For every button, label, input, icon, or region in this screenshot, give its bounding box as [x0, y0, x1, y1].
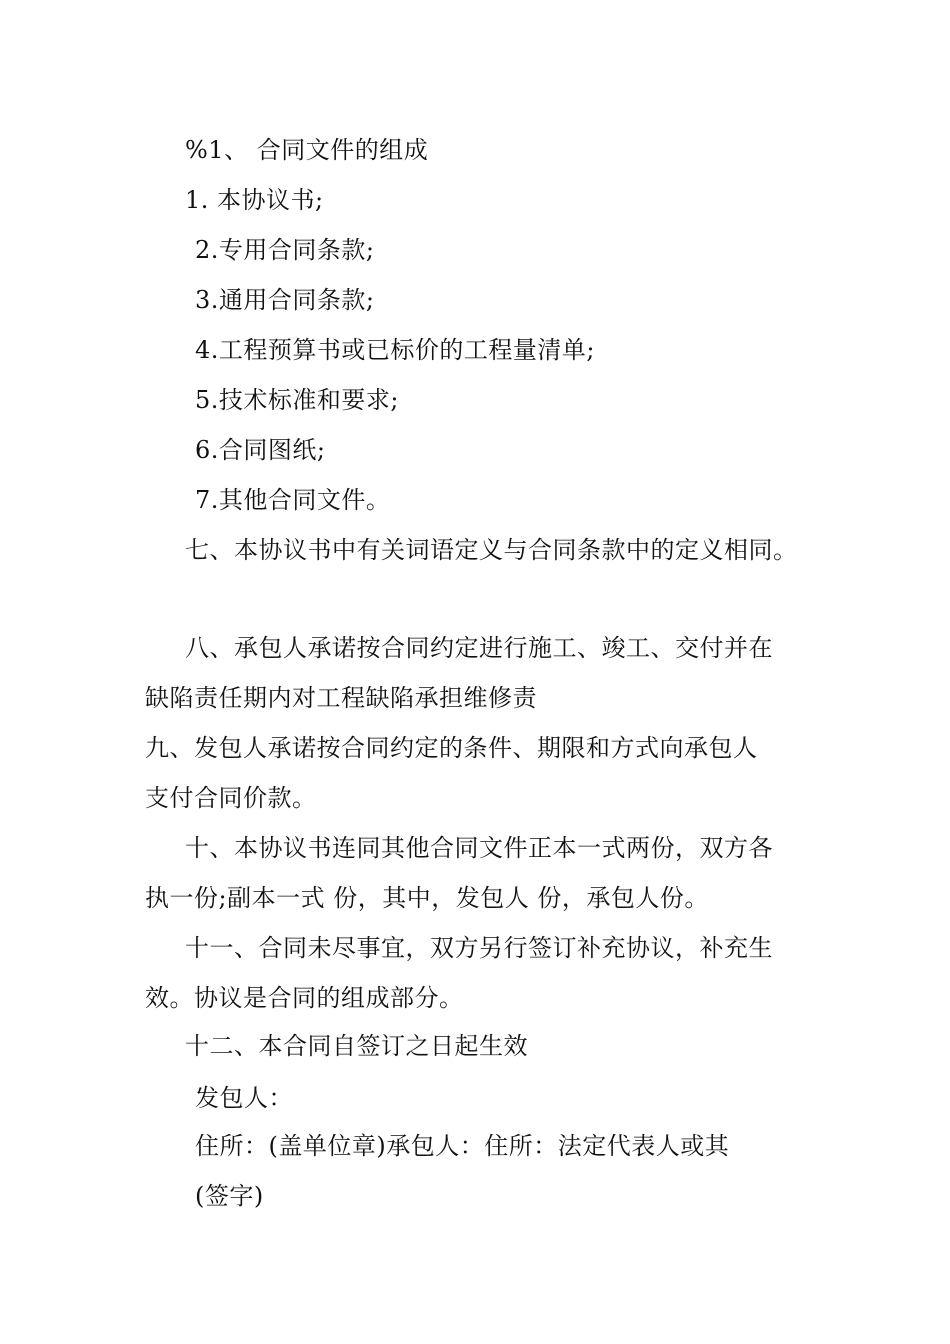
clause-8-line-1: 八、承包人承诺按合同约定进行施工、竣工、交付并在 — [185, 634, 773, 662]
clause-9-line-2: 支付合同价款。 — [145, 784, 317, 812]
clause-12: 十二、本合同自签订之日起生效 — [185, 1032, 528, 1060]
clause-11-line-1: 十一、合同未尽事宜，双方另行签订补充协议，补充生 — [185, 934, 773, 962]
list-item: 2.专用合同条款; — [195, 236, 375, 264]
list-item: 3.通用合同条款; — [195, 286, 375, 314]
clause-10-line-2: 执一份;副本一式 份，其中，发包人 份，承包人份。 — [145, 884, 709, 912]
employer-label: 发包人： — [195, 1084, 293, 1112]
clause-9-line-1: 九、发包人承诺按合同约定的条件、期限和方式向承包人 — [145, 734, 758, 762]
address-line: 住所：(盖单位章)承包人：住所：法定代表人或其 — [195, 1132, 730, 1160]
clause-8-line-2: 缺陷责任期内对工程缺陷承担维修责 — [145, 684, 537, 712]
signature-label: (签字) — [195, 1182, 264, 1210]
list-item: 5.技术标准和要求; — [195, 386, 399, 414]
list-item: 6.合同图纸; — [195, 436, 326, 464]
list-item: 7.其他合同文件。 — [195, 486, 391, 514]
clause-7: 七、本协议书中有关词语定义与合同条款中的定义相同。 — [185, 536, 798, 564]
clause-11-line-2: 效。协议是合同的组成部分。 — [145, 984, 464, 1012]
list-item: 4.工程预算书或已标价的工程量清单; — [195, 336, 595, 364]
section-heading: %1、 合同文件的组成 — [185, 136, 429, 164]
list-item: 1. 本协议书; — [185, 186, 324, 214]
clause-10-line-1: 十、本协议书连同其他合同文件正本一式两份，双方各 — [185, 834, 773, 862]
